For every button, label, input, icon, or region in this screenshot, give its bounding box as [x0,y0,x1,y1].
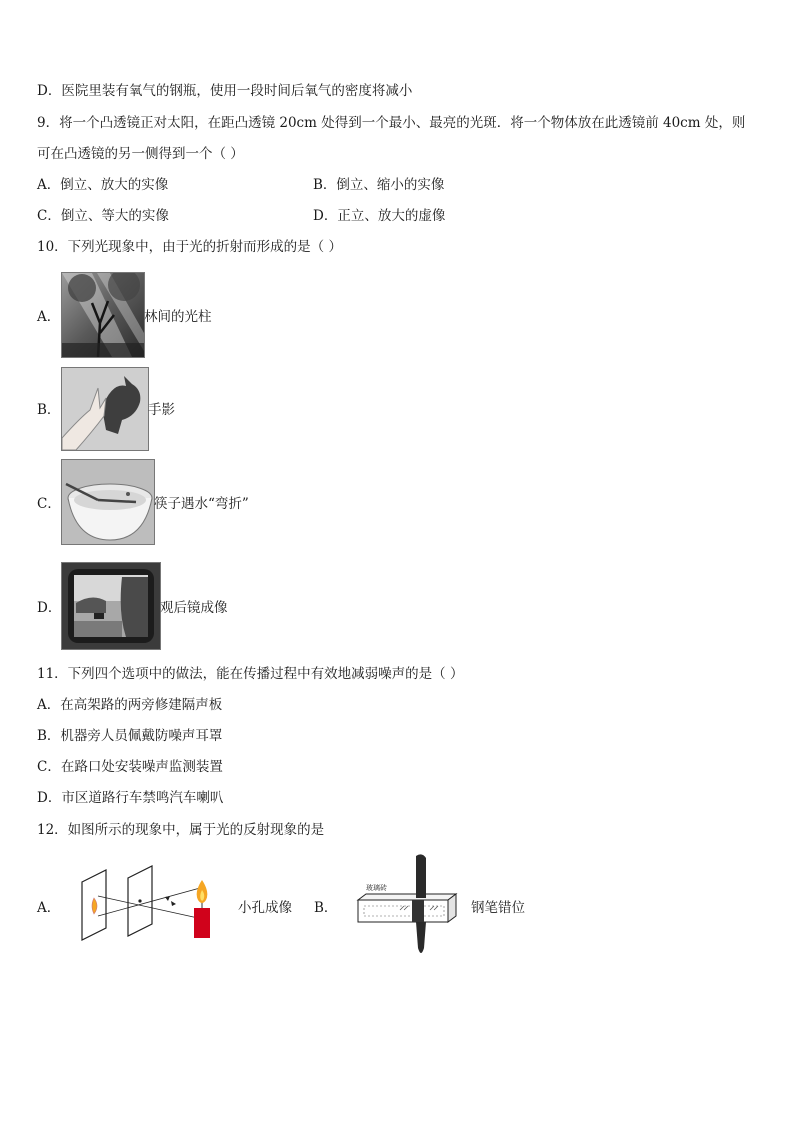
q9-option-b: B．倒立、缩小的实像 [313,177,445,193]
option-letter: A． [37,309,61,325]
chopstick-bowl-image [61,459,155,545]
q11-option-a: A．在高架路的两旁修建隔声板 [37,697,223,713]
q11-stem: 11．下列四个选项中的做法，能在传播过程中有效地减弱噪声的是（ ） [37,666,464,682]
forest-light-beams-image [61,272,145,358]
option-letter: B． [37,402,61,418]
glass-brick-label: 玻璃砖 [366,884,387,892]
pen-glass-brick-diagram [354,852,460,960]
q12-option-a-caption: 小孔成像 [238,900,292,916]
q9-option-a: A．倒立、放大的实像 [37,177,169,193]
option-letter: D． [37,600,62,616]
q12-option-b-caption: 钢笔错位 [471,900,525,916]
q11-option-d: D．市区道路行车禁鸣汽车喇叭 [37,790,224,806]
option-caption: 观后镜成像 [160,600,228,616]
option-caption: 林间的光柱 [144,309,212,325]
q11-option-c: C．在路口处安装噪声监测装置 [37,759,223,775]
q9-option-c: C．倒立、等大的实像 [37,208,169,224]
option-caption: 筷子遇水“弯折” [154,496,249,512]
q12-option-b-letter: B． [314,900,338,916]
q10-stem: 10．下列光现象中，由于光的折射而形成的是（ ） [37,239,342,255]
q9-stem-line1: 9．将一个凸透镜正对太阳，在距凸透镜 20cm 处得到一个最小、最亮的光斑．将一个物体放在此透镜前 40cm 处，则 [37,115,746,131]
q11-option-b: B．机器旁人员佩戴防噪声耳罩 [37,728,223,744]
q9-stem-line2: 可在凸透镜的另一侧得到一个（ ） [37,146,244,162]
option-caption: 手影 [148,402,175,418]
q9-option-d: D．正立、放大的虚像 [313,208,446,224]
q12-stem: 12．如图所示的现象中，属于光的反射现象的是 [37,822,325,838]
hand-shadow-image [61,367,149,451]
pinhole-imaging-diagram [72,860,222,944]
option-letter: C． [37,496,61,512]
q12-option-a-letter: A． [37,900,61,916]
rearview-mirror-image [61,562,161,650]
q8-option-d: D．医院里装有氧气的钢瓶，使用一段时间后氧气的密度将减小 [37,83,413,99]
